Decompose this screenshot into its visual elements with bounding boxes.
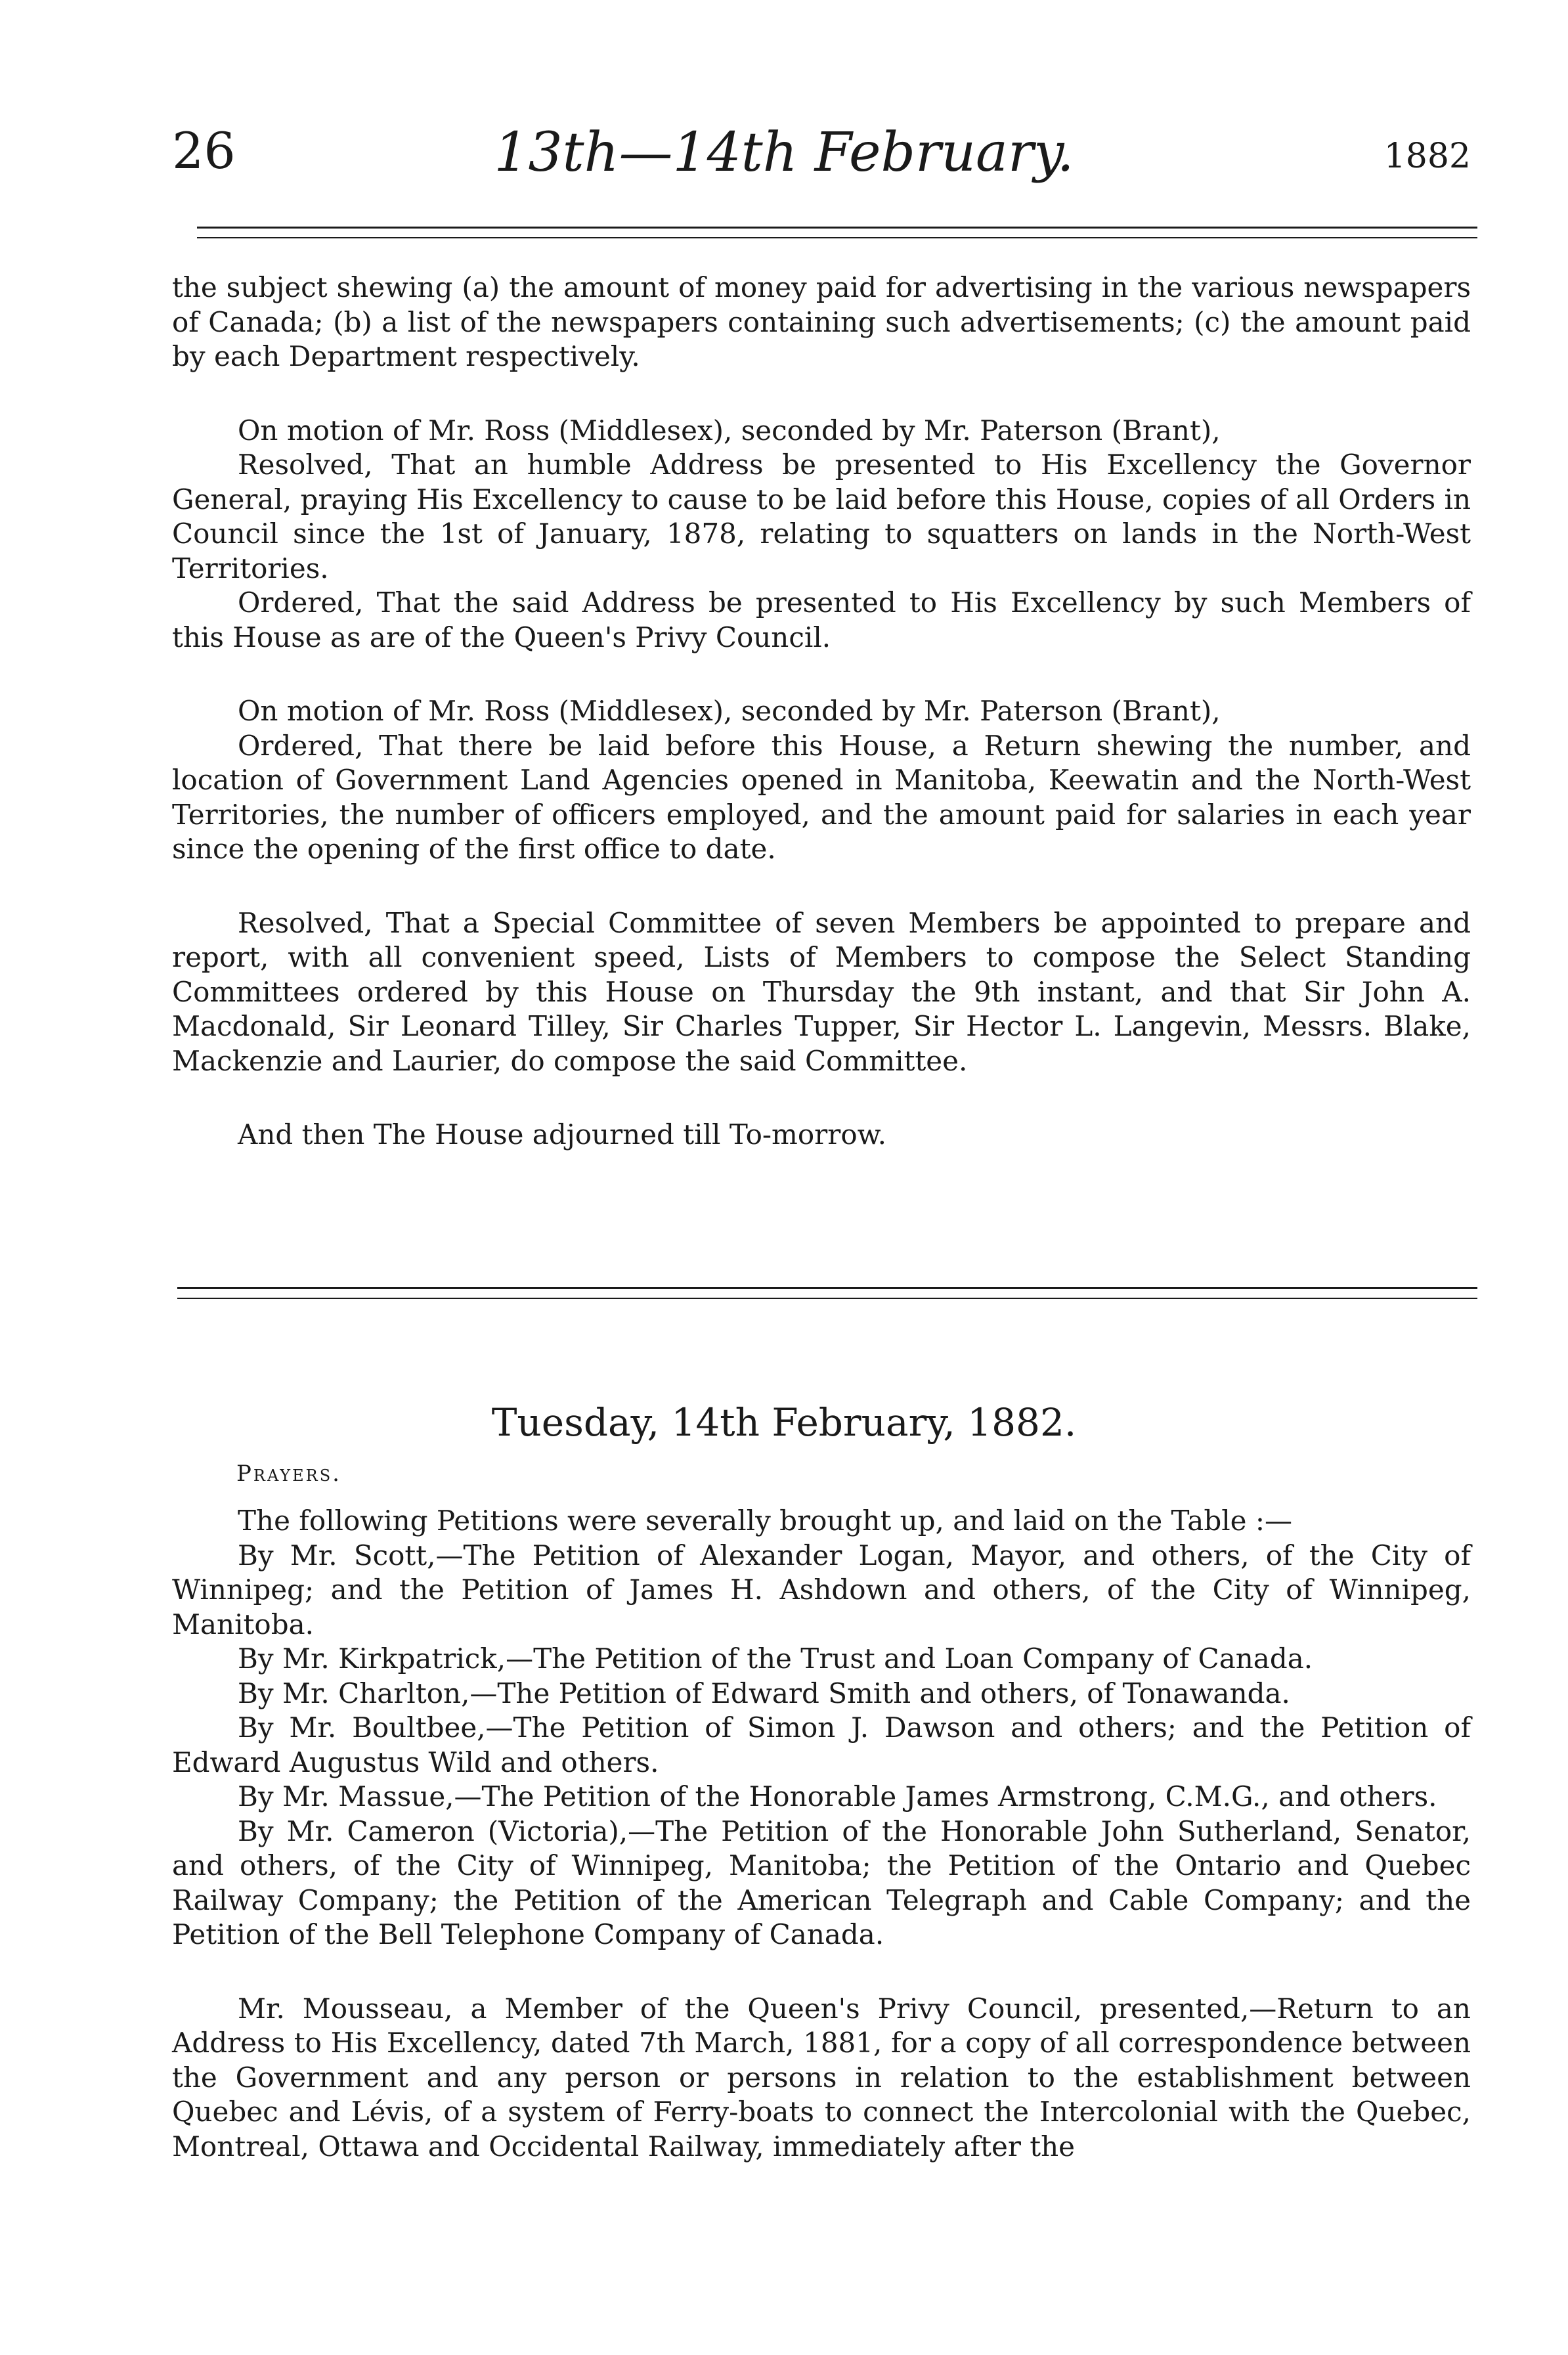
proceedings-feb-13 <box>172 271 1471 1153</box>
page-header-year: 1882 <box>1383 137 1471 176</box>
mousseau-return: Mr. Mousseau, a Member of the Queen's Privy Council, presented,—Return to an Address to His Excellency, dated 7th March, 1881, for a copy of all correspondence between the Government and any person or persons in relation to the establishment between Quebec and Lévis, of a system of Ferry-boats to connect the Intercolonial with the Quebec, Montreal, Ottawa and Occidental Railway, immediately after the <box>172 1992 1471 2163</box>
petitions-intro: The following Petitions were severally brought up, and laid on the Table :— <box>238 1505 1293 1537</box>
section-divider-bottom <box>177 1298 1477 1299</box>
paragraph-continued: the subject shewing (a) the amount of money paid for advertising in the various newspapers of Canada; (b) a list of the newspapers containing such advertisements; (c) the amount paid by each Department respectively. <box>172 271 1471 372</box>
page-header-title: 13th—14th February. <box>494 121 1074 184</box>
motion-intro-1: On motion of Mr. Ross (Middlesex), seconded by Mr. Paterson (Brant), <box>238 414 1221 447</box>
house-adjourned: And then The House adjourned till To-morrow. <box>238 1118 886 1151</box>
section-divider-top <box>177 1287 1477 1289</box>
sitting-date-heading: Tuesday, 14th February, 1882. <box>491 1400 1077 1445</box>
petition-kirkpatrick: By Mr. Kirkpatrick,—The Petition of the Trust and Loan Company of Canada. <box>238 1642 1313 1675</box>
petition-boultbee: By Mr. Boultbee,—The Petition of Simon J. Dawson and others; and the Petition of Edward Augustus Wild and others. <box>172 1711 1471 1778</box>
motion-resolved-1: Resolved, That an humble Address be presented to His Excellency the Governor General, praying His Excellency to cause to be laid before this House, copies of all Orders in Council since the 1st of January, 1878, relating to squatters on lands in the North-West Territories. <box>172 449 1471 584</box>
motion-ordered-2: Ordered, That there be laid before this House, a Return shewing the number, and location of Government Land Agencies opened in Manitoba, Keewatin and the North-West Territories, the number of officers employed, and the amount paid for salaries in each year since the opening of the first office to date. <box>172 729 1471 865</box>
header-rule-top <box>197 227 1477 229</box>
motion-intro-2: On motion of Mr. Ross (Middlesex), seconded by Mr. Paterson (Brant), <box>238 695 1221 727</box>
proceedings-feb-14 <box>172 1504 1471 2164</box>
motion-ordered-1: Ordered, That the said Address be presented to His Excellency by such Members of this House as are of the Queen's Privy Council. <box>172 586 1471 653</box>
petition-scott: By Mr. Scott,—The Petition of Alexander Logan, Mayor, and others, of the City of Winnipeg; and the Petition of James H. Ashdown and others, of the City of Winnipeg, Manitoba. <box>172 1539 1471 1640</box>
resolved-special-committee: Resolved, That a Special Committee of seven Members be appointed to prepare and report, with all convenient speed, Lists of Members to compose the Select Standing Committees ordered by this House on Thursday the 9th instant, and that Sir John A. Macdonald, Sir Leonard Tilley, Sir Charles Tupper, Sir Hector L. Langevin, Messrs. Blake, Mackenzie and Laurier, do compose the said Committee. <box>172 906 1471 1077</box>
prayers-label: Prayers. <box>236 1461 341 1487</box>
petition-cameron: By Mr. Cameron (Victoria),—The Petition of the Honorable John Sutherland, Senator, and others, of the City of Winnipeg, Manitoba; the Petition of the Ontario and Quebec Railway Company; the Petition of the American Telegraph and Cable Company; and the Petition of the Bell Telephone Company of Canada. <box>172 1815 1471 1950</box>
petition-massue: By Mr. Massue,—The Petition of the Honorable James Armstrong, C.M.G., and others. <box>238 1780 1437 1813</box>
petition-charlton: By Mr. Charlton,—The Petition of Edward Smith and others, of Tonawanda. <box>238 1677 1290 1709</box>
header-rule-bottom <box>197 237 1477 238</box>
page-number: 26 <box>172 121 236 180</box>
